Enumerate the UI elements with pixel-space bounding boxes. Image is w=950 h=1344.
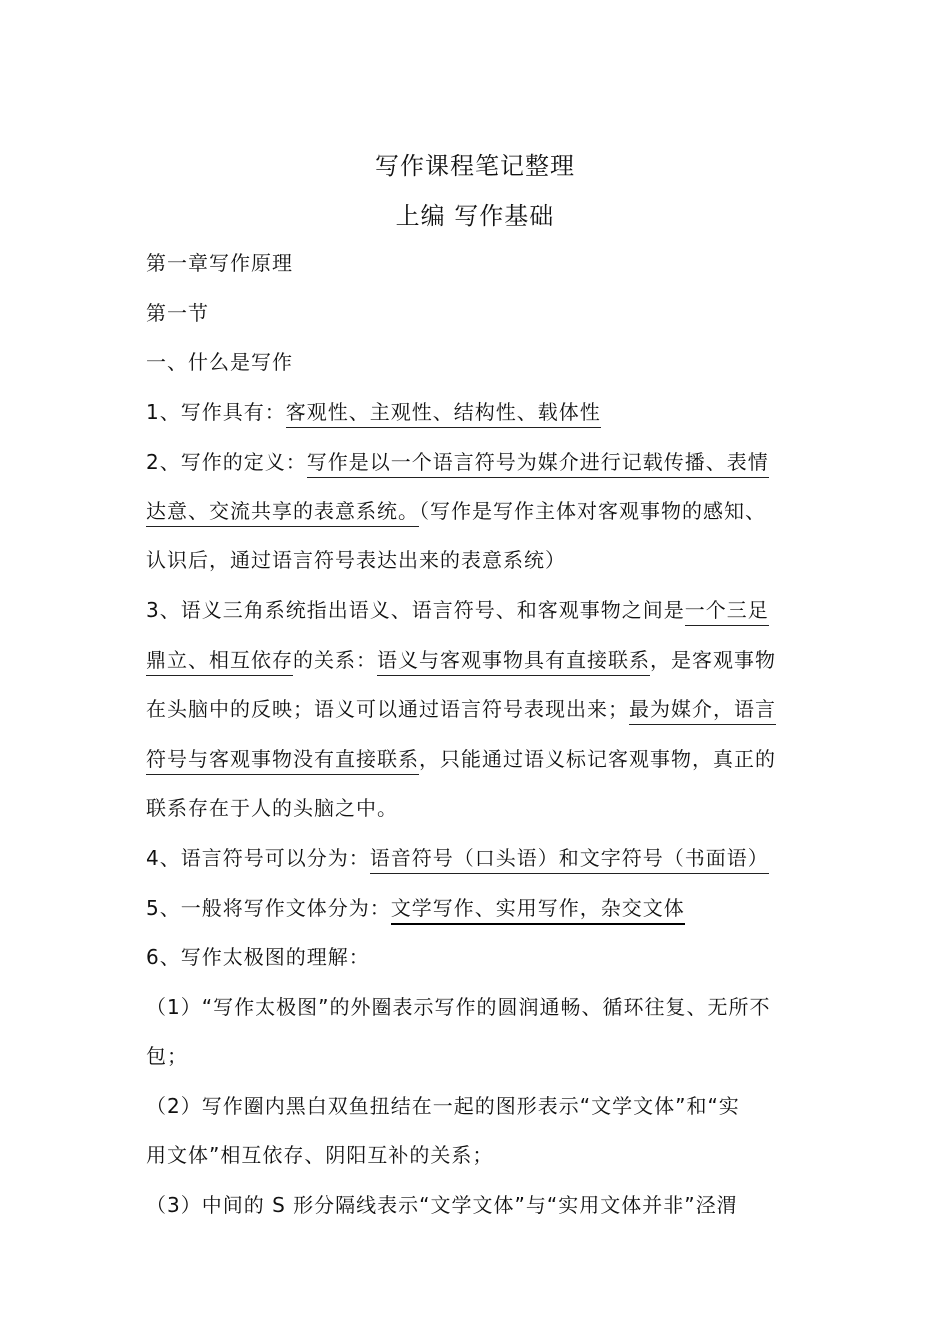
point-5-label: 5、一般将写作文体分为：	[146, 896, 391, 920]
point-3-underlined-2: 鼎立、相互依存	[146, 648, 293, 676]
point-3-underlined-5: 符号与客观事物没有直接联系	[146, 747, 419, 775]
point-3-text-a: 3、语义三角系统指出语义、语言符号、和客观事物之间是	[146, 598, 685, 622]
point-4	[146, 844, 769, 872]
point-3-line-2	[146, 646, 776, 674]
point-3-text-c: ，是客观事物	[650, 648, 776, 672]
point-3-line-1	[146, 596, 769, 624]
point-2-line-3: 认识后，通过语言符号表达出来的表意系统）	[146, 548, 566, 572]
point-3-underlined-1: 一个三足	[685, 598, 769, 626]
item-1-line-1: （1）“写作太极图”的外圈表示写作的圆润通畅、循环往复、无所不	[146, 995, 771, 1019]
point-3-text-d: 在头脑中的反映；语义可以通过语言符号表现出来；	[146, 697, 629, 721]
item-2-line-1: （2）写作圈内黑白双鱼扭结在一起的图形表示“文学文体”和“实	[146, 1094, 740, 1118]
point-3-text-b: 的关系：	[293, 648, 377, 672]
point-3-line-5: 联系存在于人的头脑之中。	[146, 796, 398, 820]
chapter-heading: 第一章写作原理	[146, 251, 293, 275]
item-1-line-2: 包；	[146, 1044, 188, 1068]
item-3-line-1: （3）中间的 S 形分隔线表示“文学文体”与“实用文体并非”泾渭	[146, 1193, 738, 1217]
point-2-line-1	[146, 448, 769, 476]
point-3-line-4	[146, 745, 776, 773]
point-1	[146, 398, 601, 426]
point-3-text-e: ，只能通过语义标记客观事物，真正的	[419, 747, 776, 771]
document-subtitle: 上编 写作基础	[395, 202, 555, 230]
point-4-label: 4、语言符号可以分为：	[146, 846, 370, 870]
point-3-underlined-3: 语义与客观事物具有直接联系	[377, 648, 650, 676]
item-2-line-2: 用文体”相互依存、阴阳互补的关系；	[146, 1143, 494, 1167]
point-2-label: 2、写作的定义：	[146, 450, 307, 474]
section-heading: 第一节	[146, 301, 209, 325]
topic-heading: 一、什么是写作	[146, 350, 293, 374]
document-title: 写作课程笔记整理	[375, 152, 575, 180]
point-2-underlined-1: 写作是以一个语言符号为媒介进行记载传播、表情	[307, 450, 769, 478]
point-5	[146, 894, 685, 922]
point-2-line-2	[146, 497, 766, 525]
point-3-line-3	[146, 695, 776, 723]
point-1-label: 1、写作具有：	[146, 400, 286, 424]
point-6: 6、写作太极图的理解：	[146, 945, 370, 969]
point-2-note: （写作是写作主体对客观事物的感知、	[419, 499, 766, 523]
point-1-underlined: 客观性、主观性、结构性、载体性	[286, 400, 601, 428]
point-3-underlined-4: 最为媒介，语言	[629, 697, 776, 725]
point-2-underlined-2: 达意、交流共享的表意系统。	[146, 499, 419, 527]
point-4-underlined: 语音符号（口头语）和文字符号（书面语）	[370, 846, 769, 874]
point-5-underlined: 文学写作、实用写作，杂交文体	[391, 896, 685, 925]
